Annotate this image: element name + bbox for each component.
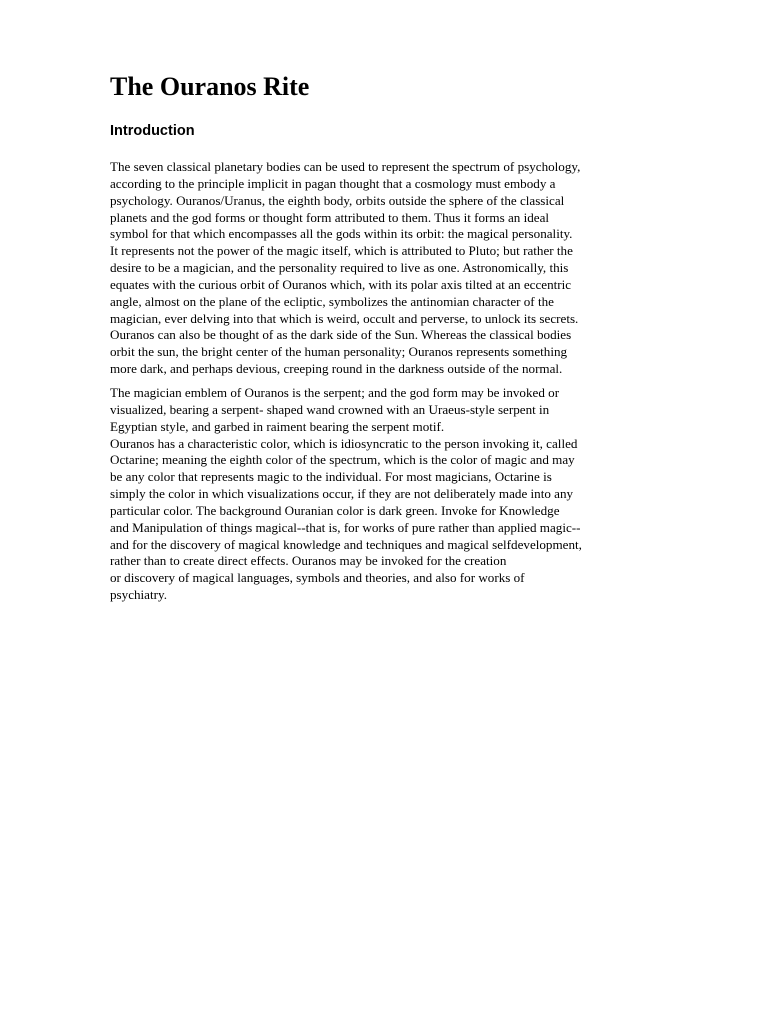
section-heading-introduction: Introduction [110, 123, 195, 139]
paragraph-1-line: psychology. Ouranos/Uranus, the eighth body, orbits outside the sphere of the classical [110, 192, 565, 208]
paragraph-2 [110, 385, 680, 604]
paragraph-1-line: according to the principle implicit in pagan thought that a cosmology must embody a [110, 175, 556, 191]
document-page [110, 72, 680, 604]
document-title: The Ouranos Rite [110, 72, 310, 101]
paragraph-2-line: psychiatry. [110, 587, 167, 603]
paragraph-1-line: The seven classical planetary bodies can be used to represent the spectrum of psychology, [110, 159, 581, 174]
paragraph-2-line: be any color that represents magic to the individual. For most magicians, Octarine is [110, 469, 552, 485]
paragraph-2-line: Egyptian style, and garbed in raiment bearing the serpent motif. [110, 418, 445, 434]
paragraph-2-line: The magician emblem of Ouranos is the serpent; and the god form may be invoked or [110, 384, 560, 400]
paragraph-1-line: equates with the curious orbit of Ouranos which, with its polar axis tilted at an eccentric [110, 276, 572, 292]
paragraph-2-line: Ouranos has a characteristic color, which is idiosyncratic to the person invoking it, called [110, 435, 578, 451]
paragraph-1-line: angle, almost on the plane of the ecliptic, symbolizes the antinomian character of the [110, 293, 554, 309]
paragraph-2-line: Octarine; meaning the eighth color of the spectrum, which is the color of magic and may [110, 452, 575, 468]
paragraph-1-line: planets and the god forms or thought form attributed to them. Thus it forms an ideal [110, 209, 550, 225]
paragraph-2-line: particular color. The background Ouranian color is dark green. Invoke for Knowledge [110, 502, 560, 518]
paragraph-1-line: desire to be a magician, and the personality required to live as one. Astronomically, this [110, 260, 569, 276]
paragraph-2-line: rather than to create direct effects. Ouranos may be invoked for the creation [110, 553, 507, 569]
paragraph-1-line: magician, ever delving into that which is weird, occult and perverse, to unlock its secrets. [110, 310, 579, 326]
paragraph-1-line: Ouranos can also be thought of as the dark side of the Sun. Whereas the classical bodies [110, 327, 572, 343]
paragraph-1-line: more dark, and perhaps devious, creeping round in the darkness outside of the normal. [110, 361, 563, 377]
paragraph-1 [110, 159, 680, 378]
paragraph-2-line: and Manipulation of things magical--that is, for works of pure rather than applied magic-- [110, 519, 581, 535]
paragraph-1-line: symbol for that which encompasses all the gods within its orbit: the magical personality. [110, 226, 573, 242]
paragraph-2-line: or discovery of magical languages, symbols and theories, and also for works of [110, 570, 525, 586]
paragraph-2-line: and for the discovery of magical knowledge and techniques and magical selfdevelopment, [110, 536, 582, 552]
paragraph-2-line: visualized, bearing a serpent- shaped wand crowned with an Uraeus-style serpent in [110, 401, 550, 417]
paragraph-1-line: It represents not the power of the magic itself, which is attributed to Pluto; but rather the [110, 243, 573, 259]
paragraph-2-line: simply the color in which visualizations occur, if they are not deliberately made into any [110, 486, 574, 502]
paragraph-1-line: orbit the sun, the bright center of the human personality; Ouranos represents something [110, 344, 568, 360]
